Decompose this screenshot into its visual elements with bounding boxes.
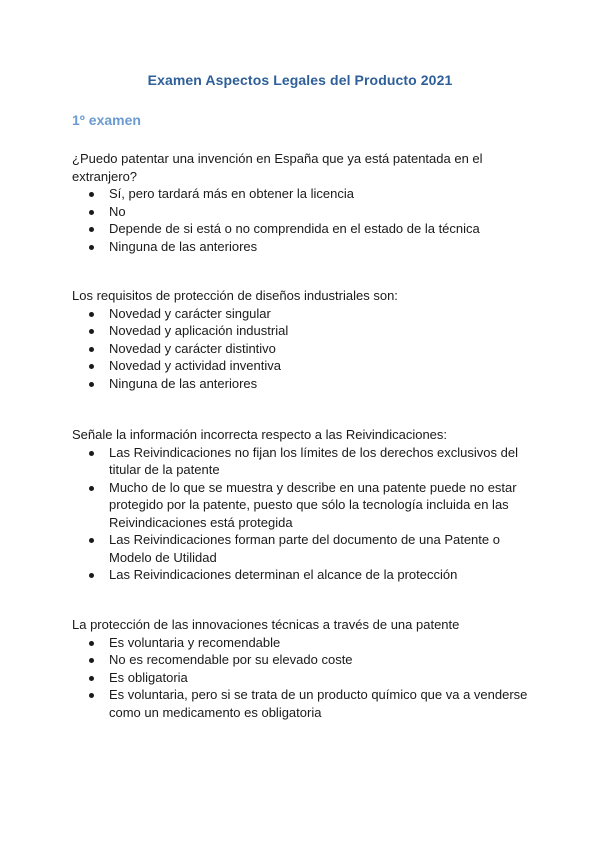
bullet-icon: [89, 312, 94, 317]
question-text: Señale la información incorrecta respecto a las Reivindicaciones:: [72, 427, 448, 442]
option-item: [72, 566, 528, 584]
option-item: [72, 203, 528, 221]
question-2: [72, 287, 528, 392]
question-4: [72, 616, 528, 721]
option-item: [72, 531, 528, 566]
option-item: [72, 357, 528, 375]
option-label: Es voluntaria, pero si se trata de un producto químico que va a venderse como un medicamento es obligatoria: [109, 687, 528, 720]
options-list: [72, 634, 528, 722]
option-item: [72, 340, 528, 358]
option-item: [72, 220, 528, 238]
question-text: La protección de las innovaciones técnicas a través de una patente: [72, 617, 460, 632]
option-label: Sí, pero tardará más en obtener la licencia: [109, 186, 354, 201]
option-label: Ninguna de las anteriores: [109, 375, 258, 391]
bullet-icon: [89, 693, 94, 698]
option-label: Novedad y carácter distintivo: [109, 340, 276, 356]
bullet-icon: [89, 573, 94, 578]
option-item: [72, 686, 528, 721]
bullet-icon: [89, 347, 94, 352]
option-item: [72, 479, 528, 532]
option-label: No es recomendable por su elevado coste: [109, 652, 353, 667]
options-list: [72, 185, 528, 255]
question-text: Los requisitos de protección de diseños industriales son:: [72, 288, 398, 303]
bullet-icon: [89, 329, 94, 334]
document-title: Examen Aspectos Legales del Producto 2021: [147, 72, 453, 88]
option-item: [72, 669, 528, 687]
bullet-icon: [89, 538, 94, 543]
bullet-icon: [89, 364, 94, 369]
option-item: [72, 375, 528, 393]
question-3: [72, 426, 528, 584]
bullet-icon: [89, 658, 94, 663]
question-text: ¿Puedo patentar una invención en España que ya está patentada en el extranjero?: [72, 151, 483, 184]
option-label: Es obligatoria: [109, 669, 188, 685]
question-1: [72, 150, 528, 255]
options-list: [72, 444, 528, 584]
option-item: [72, 444, 528, 479]
option-label: Mucho de lo que se muestra y describe en una patente puede no estar protegido por la patente, puesto que sólo la tecnología incluida en las Reivindicaciones está protegida: [109, 479, 517, 530]
option-label: Depende de si está o no comprendida en el estado de la técnica: [109, 221, 480, 236]
bullet-icon: [89, 210, 94, 215]
bullet-icon: [89, 227, 94, 232]
option-label: Ninguna de las anteriores: [109, 238, 258, 254]
option-label: Novedad y carácter singular: [109, 305, 271, 321]
bullet-icon: [89, 245, 94, 250]
bullet-icon: [89, 192, 94, 197]
option-label: Es voluntaria y recomendable: [109, 634, 281, 650]
option-label: Novedad y aplicación industrial: [109, 323, 289, 338]
bullet-icon: [89, 676, 94, 681]
option-label: Las Reivindicaciones determinan el alcance de la protección: [109, 567, 458, 582]
option-item: [72, 634, 528, 652]
options-list: [72, 305, 528, 393]
option-item: [72, 238, 528, 256]
option-label: Las Reivindicaciones forman parte del documento de una Patente o Modelo de Utilidad: [109, 532, 500, 565]
option-label: No: [109, 203, 126, 219]
bullet-icon: [89, 641, 94, 646]
bullet-icon: [89, 451, 94, 456]
section-heading: 1º examen: [72, 112, 141, 128]
option-label: Novedad y actividad inventiva: [109, 358, 281, 373]
option-item: [72, 185, 528, 203]
bullet-icon: [89, 382, 94, 387]
option-item: [72, 651, 528, 669]
bullet-icon: [89, 486, 94, 491]
option-item: [72, 322, 528, 340]
option-label: Las Reivindicaciones no fijan los límites de los derechos exclusivos del titular de la patente: [109, 444, 518, 477]
option-item: [72, 305, 528, 323]
